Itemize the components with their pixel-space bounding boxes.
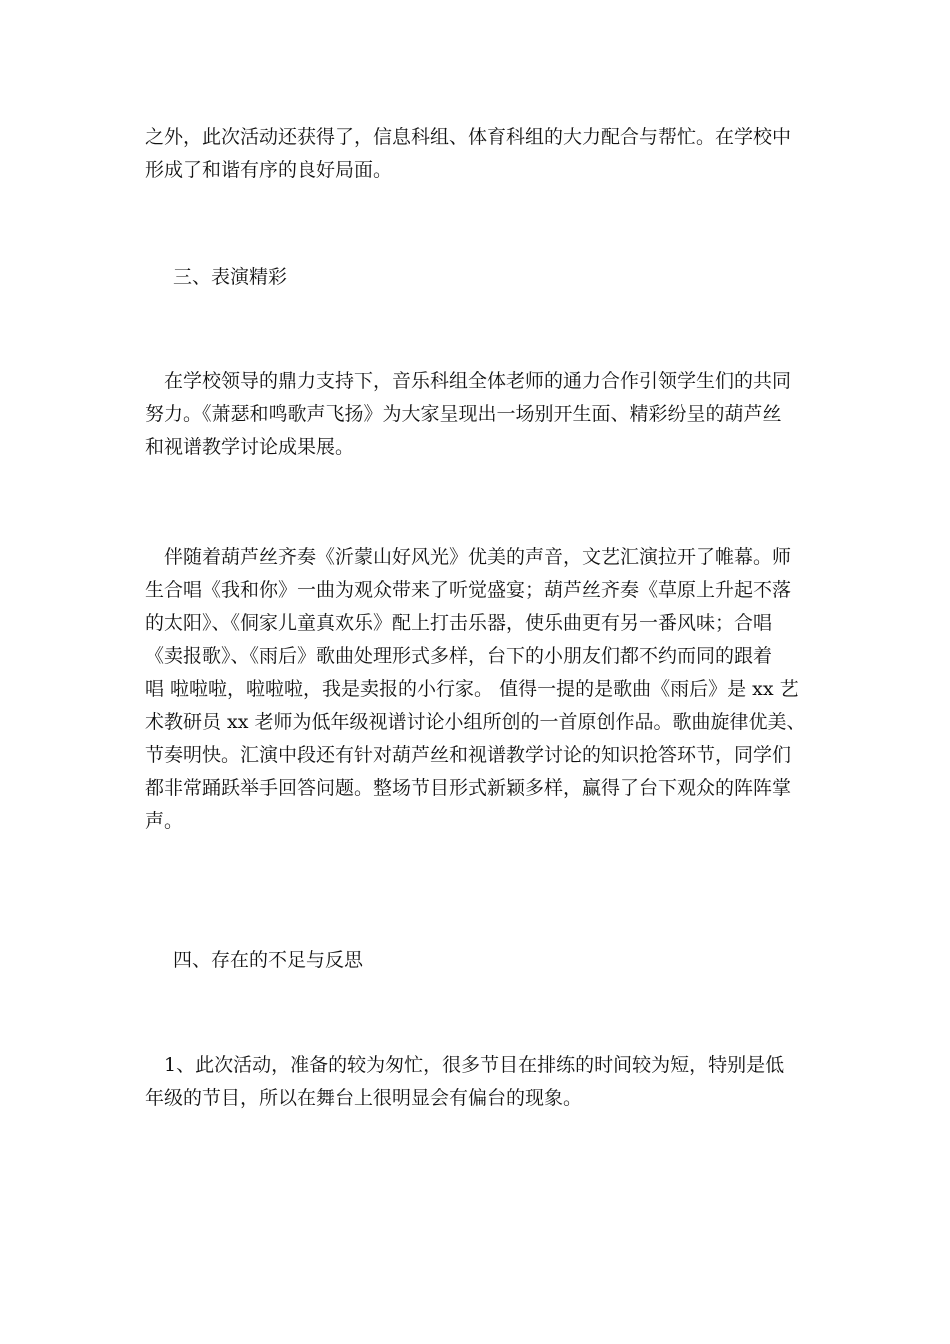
paragraph-line: 的太阳》、《侗家儿童真欢乐》配上打击乐器，使乐曲更有另一番风味；合唱: [145, 612, 773, 634]
paragraph-line: 和视谱教学讨论成果展。: [145, 436, 355, 458]
paragraph-line: 《卖报歌》、《雨后》歌曲处理形式多样，台下的小朋友们都不约而同的跟着: [145, 645, 773, 667]
paragraph-line: 节奏明快。汇演中段还有针对葫芦丝和视谱教学讨论的知识抢答环节，同学们: [145, 744, 792, 766]
performance-paragraph: [145, 541, 805, 838]
paragraph-line: 都非常踊跃举手回答问题。整场节目形式新颖多样，赢得了台下观众的阵阵掌: [145, 777, 792, 799]
paragraph-line: 年级的节目，所以在舞台上很明显会有偏台的现象。: [145, 1087, 583, 1109]
paragraph-line: 声。: [145, 810, 184, 832]
paragraph-line: 努力。《萧瑟和鸣歌声飞扬》为大家呈现出一场别开生面、精彩纷呈的葫芦丝: [145, 403, 782, 425]
section-heading-performance: 三、表演精彩: [173, 266, 288, 288]
paragraph-line: 形成了和谐有序的良好局面。: [145, 159, 393, 181]
intro-paragraph: [145, 121, 805, 187]
support-paragraph: [145, 365, 805, 464]
paragraph-line: 1、此次活动，准备的较为匆忙，很多节目在排练的时间较为短，特别是低: [145, 1054, 785, 1076]
paragraph-line: 之外，此次活动还获得了，信息科组、体育科组的大力配合与帮忙。在学校中: [145, 126, 792, 148]
section-heading-reflection: 四、存在的不足与反思: [173, 949, 364, 971]
paragraph-line: 在学校领导的鼎力支持下，音乐科组全体老师的通力合作引领学生们的共同: [145, 370, 792, 392]
paragraph-line: 伴随着葫芦丝齐奏《沂蒙山好风光》优美的声音，文艺汇演拉开了帷幕。师: [145, 546, 792, 568]
paragraph-line: 术教研员 xx 老师为低年级视谱讨论小组所创的一首原创作品。歌曲旋律优美、: [145, 711, 806, 733]
paragraph-line: 唱 啦啦啦，啦啦啦，我是卖报的小行家。 值得一提的是歌曲《雨后》是 xx 艺: [145, 678, 799, 700]
reflection-paragraph: [145, 1049, 805, 1115]
paragraph-line: 生合唱《我和你》一曲为观众带来了听觉盛宴；葫芦丝齐奏《草原上升起不落: [145, 579, 792, 601]
